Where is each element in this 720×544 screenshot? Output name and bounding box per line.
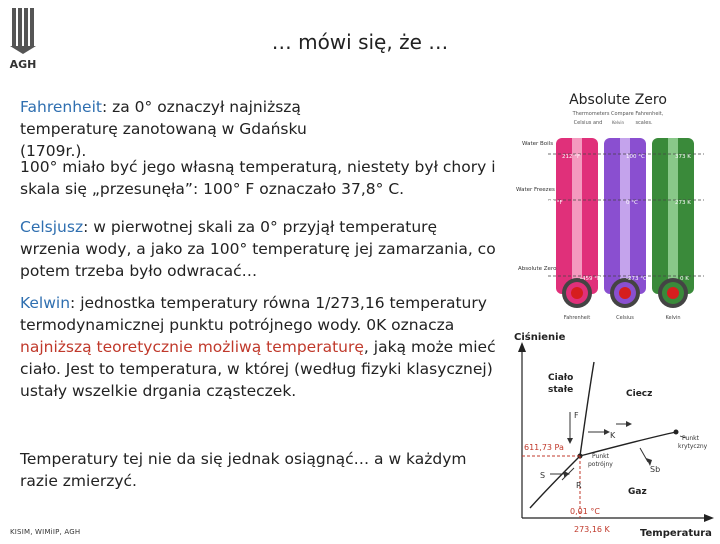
- thermo-subtitle-2: Celsius and: [573, 120, 603, 126]
- thermo-subtitle-3: scales.: [635, 120, 653, 126]
- thermometer-figure: [508, 88, 710, 324]
- thermo-subtitle-kelvin: Kelvin: [611, 120, 625, 125]
- paragraph-conclusion: [20, 448, 500, 492]
- label-gas: Gaz: [628, 487, 647, 497]
- temperature-k-value: 273,16 K: [574, 525, 610, 534]
- label-absolute-zero: Absolute Zero: [518, 266, 557, 272]
- value-f-freeze: 32 °F: [548, 200, 563, 206]
- fahrenheit-bulb: [571, 287, 583, 299]
- value-c-zero: -273 °C: [626, 276, 647, 282]
- term-celsius: Celsjusz: [20, 218, 84, 236]
- paragraph-fahrenheit-2: [20, 156, 500, 200]
- value-c-boil: 100 °C: [626, 154, 645, 160]
- critical-point: [674, 430, 679, 435]
- label-water-boils: Water Boils: [522, 141, 554, 147]
- label-water-freezes: Water Freezes: [516, 187, 555, 193]
- temperature-c-value: 0,01 °C: [570, 507, 600, 516]
- marker-Sb: Sb: [650, 465, 661, 474]
- scale-name-fahrenheit: Fahrenheit: [563, 315, 591, 320]
- marker-F: F: [574, 411, 579, 420]
- slide-title: … mówi się, że …: [271, 30, 449, 54]
- scale-name-kelvin: Kelvin: [665, 315, 681, 320]
- celsius-text: : w pierwotnej skali za 0° przyjął temperaturę wrzenia wody, a jako za 100° temperaturę jej zamarzania, co potem trzeba było odwracać…: [20, 218, 496, 280]
- kelvin-text-b: , jaką może mieć ciało. Jest to temperatura, w której (według fizyki klasycznej) ustały wszelkie drgania cząsteczek.: [20, 338, 496, 400]
- paragraph-fahrenheit: [20, 96, 320, 162]
- celsius-bulb: [619, 287, 631, 299]
- logo-text: AGH: [9, 58, 37, 70]
- label-liquid: Ciecz: [626, 389, 653, 399]
- value-k-boil: 373 K: [675, 154, 691, 160]
- label-critical-2: krytyczny: [678, 443, 708, 450]
- marker-K: K: [610, 431, 616, 440]
- marker-S: S: [540, 471, 546, 480]
- paragraph-kelvin: [20, 292, 500, 402]
- marker-R: R: [576, 481, 582, 490]
- value-k-freeze: 273 K: [675, 200, 691, 206]
- value-c-freeze: 0 °C: [626, 200, 638, 206]
- fahrenheit-2-text: 100° miało być jego własną temperaturą, niestety był chory i skala się „przesunęła”: 100° F oznaczało 37,8° C.: [20, 158, 496, 198]
- label-solid-1: Ciało: [548, 373, 574, 383]
- conclusion-text: Temperatury tej nie da się jednak osiągnąć… a w każdym razie zmierzyć.: [20, 450, 467, 490]
- value-k-zero: 0 K: [680, 276, 689, 282]
- y-axis-label: Ciśnienie: [514, 332, 566, 343]
- kelvin-bulb: [667, 287, 679, 299]
- thermo-title: Absolute Zero: [569, 92, 667, 108]
- paragraph-celsius: [20, 216, 500, 282]
- scale-name-celsius: Celsius: [616, 315, 634, 320]
- term-kelvin: Kelwin: [20, 294, 71, 312]
- pressure-value: 611,73 Pa: [524, 443, 564, 452]
- label-critical-1: Punkt: [682, 435, 699, 442]
- footer-text: KISIM, WIMiIP, AGH: [10, 528, 81, 536]
- label-triple-1: Punkt: [592, 453, 609, 460]
- kelvin-highlight: najniższą teoretycznie możliwą temperaturę: [20, 338, 364, 356]
- kelvin-text-a: : jednostka temperatury równa 1/273,16 temperatury termodynamicznej punktu potrójnego wody. 0K oznacza: [20, 294, 487, 334]
- term-fahrenheit: Fahrenheit: [20, 98, 102, 116]
- value-f-boil: 212 °F: [562, 154, 581, 160]
- value-f-zero: -459 °F: [580, 276, 601, 282]
- phase-diagram: [508, 328, 718, 544]
- fahrenheit-text: : za 0° oznaczył najniższą temperaturę zanotowaną w Gdańsku (1709r.).: [20, 98, 307, 160]
- label-solid-2: stałe: [548, 385, 574, 395]
- label-triple-2: potrójny: [588, 461, 613, 468]
- x-axis-label: Temperatura: [640, 528, 712, 539]
- thermo-subtitle-1: Thermometers Compare Fahrenheit,: [572, 111, 664, 117]
